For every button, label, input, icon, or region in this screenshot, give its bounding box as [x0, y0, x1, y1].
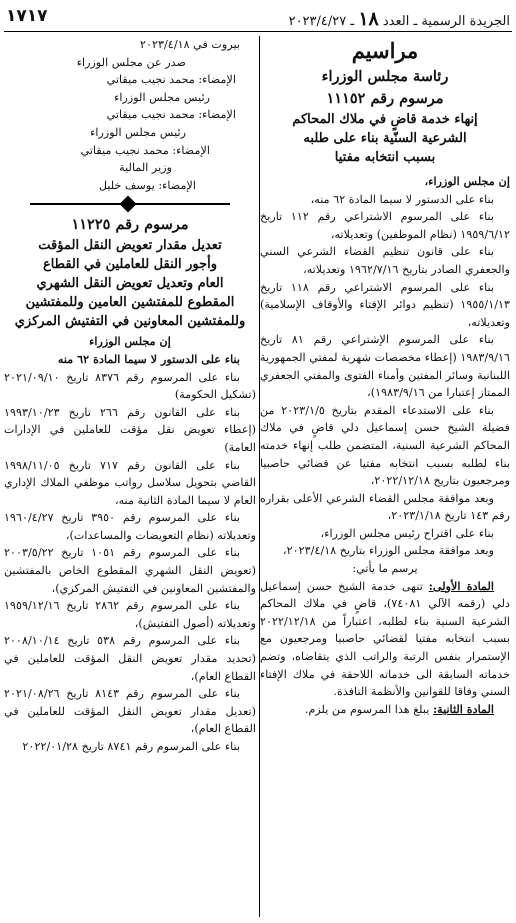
legal-basis: بناء على الاستدعاء المقدم بتاريخ ٢٠٢٣/١/٥ من فضيلة الشيخ حسن إسماعيل دلي قاضٍ في ملاك المحاكم الشرعية السنية، المتضمن طلب إنهاء خدمته بناء لطلبه بسبب انتخابه مفتيا عن قضائي حاصبيا ومرجعيون بتاريخ ٢٠٢٢/١٢/١٨،: [260, 403, 510, 488]
article-2-label: المادة الثانية:: [432, 701, 494, 716]
signature: الإمضاء: محمد نجيب ميقاتي: [80, 143, 210, 157]
decree-intro: إن مجلس الوزراء،: [424, 174, 510, 188]
signature: الإمضاء: محمد نجيب ميقاتي: [106, 73, 236, 87]
decree-number: مرسوم رقم ١١١٥٢: [326, 90, 444, 107]
legal-basis: بناء على القانون رقم ٢٦٦ تاريخ ١٩٩٣/١٠/٢٣ (إعطاء تعويض نقل مؤقت للعاملين في الإدارات العامة): [4, 405, 256, 454]
legal-basis: بناء على المرسوم رقم ٨١٤٣ تاريخ ٢٠٢١/٠٨/٢٦ (تعديل مقدار تعويض النقل المؤقت للعاملين في القطاع العام)،: [4, 687, 256, 736]
legal-basis: بناء على اقتراح رئيس مجلس الوزراء،: [320, 526, 494, 540]
decree-subject-line: تعديل مقدار تعويض النقل المؤقت: [38, 238, 222, 254]
signature: الإمضاء: يوسف خليل: [98, 178, 196, 192]
legal-basis: وبعد موافقة مجلس الوزراء بتاريخ ٢٠٢٣/٤/١٨،: [283, 544, 494, 558]
legal-basis: بناء على المرسوم رقم ١٠٥١ تاريخ ٢٠٠٣/٥/٢٢ (تعويض النقل الشهري المقطوع الخاص بالمفتشين والمفتشين المعاونين في التفتيش المركزي)،: [4, 546, 256, 595]
header-rule: [4, 31, 512, 32]
legal-basis: بناء على الدستور لا سيما المادة ٦٢ منه: [57, 351, 240, 366]
article-2-text: يبلغ هذا المرسوم من يلزم.: [304, 702, 433, 716]
left-column: [4, 36, 256, 917]
section-separator: [30, 200, 230, 208]
decree-subject-line: إنهاء خدمة قاضٍ في ملاك المحاكم: [292, 112, 478, 127]
article-1-label: المادة الأولى:: [428, 578, 495, 593]
legal-basis: وبعد موافقة مجلس القضاء الشرعي الأعلى بقراره رقم ١٤٣ تاريخ ٢٠٢٣/١/١٨،: [260, 491, 510, 523]
decree-subject-line: وأجور النقل للعاملين في القطاع: [42, 257, 218, 273]
signature: الإمضاء: محمد نجيب ميقاتي: [106, 108, 236, 122]
decree-subject-line: الشرعية السنّية بناء على طلبه: [303, 131, 467, 146]
legal-basis: بناء على المرسوم رقم ٨٧٤١ تاريخ ٢٠٢٢/٠١/٢٨: [22, 740, 240, 753]
legal-basis: بناء على المرسوم رقم ٣٩٥٠ تاريخ ١٩٦٠/٤/٢٧ وتعديلاته (نظام التعويضات والمساعدات)،: [4, 511, 256, 542]
decree-subject-line: المقطوع للمفتشين العامين وللمفتشين: [25, 295, 235, 311]
place-date: بيروت في ٢٠٢٣/٤/١٨: [140, 38, 240, 51]
decree-number: مرسوم رقم ١١٢٢٥: [71, 216, 189, 234]
signatory-title: رئيس مجلس الوزراء: [114, 90, 210, 104]
section-title: مراسيم: [351, 38, 419, 63]
legal-basis: بناء على المرسوم رقم ٨٣٧٦ تاريخ ٢٠٢١/٠٩/١٠ (تشكيل الحكومة): [4, 370, 256, 402]
journal-issue-line: [289, 8, 510, 30]
legal-basis: بناء على المرسوم رقم ٥٣٨ تاريخ ٢٠٠٨/١٠/١٤ (تحديد مقدار تعويض النقل المؤقت للعاملين في القطاع العام)،: [4, 634, 256, 683]
signatory-title: وزير المالية: [119, 161, 172, 175]
decree-intro: إن مجلس الوزراء: [89, 334, 171, 349]
legal-basis: بناء على المرسوم الاشتراعي رقم ١١٢ تاريخ ١٩٥٩/٦/١٢ (نظام الموظفين) وتعديلاته،: [260, 210, 510, 241]
journal-name: الجريدة الرسمية ـ العدد: [382, 14, 510, 29]
article-2: [260, 701, 510, 719]
issued-by: صدر عن مجلس الوزراء: [76, 55, 186, 69]
decree-subject-line: بسبب انتخابه مفتيا: [334, 150, 436, 165]
decrees-line: يرسم ما يأتي:: [352, 562, 418, 576]
decree-subject-line: العام وتعديل تعويض النقل الشهري: [36, 276, 224, 292]
article-1-text: تنهى خدمة الشيخ حسن إسماعيل دلي (رقمه الآلي ٧٤٠٨١)، قاضٍ في ملاك المحاكم الشرعية السنية بناء لطلبه، اعتباراً من ٢٠٢٢/١٢/١٨ بسبب انتخابه مفتيا لقضائي حاصبيا ومرجعيون مع الإستمرار بنفس الرتبة والراتب الذي يتقاضاه، وتضم خدماته السابقة الى خدماته اللاحقة في ملاك الإفتاء السني وفاقا للقوانين والأنظمة النافذة.: [260, 579, 511, 699]
signatory-title: رئيس مجلس الوزراء: [90, 125, 186, 139]
article-1: [260, 578, 510, 701]
page-header: [4, 4, 510, 30]
presidency-title: رئاسة مجلس الوزراء: [321, 68, 449, 85]
legal-basis: بناء على المرسوم الإشتراعي رقم ٨١ تاريخ ١٩٨٣/٩/١٦ (إعطاء مخصصات شهرية لمفتي الجمهورية اللبنانية وسائر المفتين وأمناء الفتوى والمفتي الجعفري الممتاز إعتبارا من ١٩٨٣/٩/١٦)،: [260, 333, 510, 400]
issue-number: ١٨: [358, 8, 379, 30]
legal-basis: بناء على المرسوم رقم ٢٨٦٢ تاريخ ١٩٥٩/١٢/١٦ وتعديلاته (أصول التفتيش)،: [4, 599, 256, 630]
legal-basis: بناء على قانون تنظيم القضاء الشرعي السني والجعفري الصادر بتاريخ ١٩٦٢/٧/١٦ وتعديلاته،: [260, 245, 510, 276]
right-column: [260, 36, 510, 917]
decree-subject-line: وللمفتشين المعاونين في التفتيش المركزي: [14, 314, 246, 330]
legal-basis: بناء على القانون رقم ٧١٧ تاريخ ١٩٩٨/١١/٠٥ القاضي بتحويل سلاسل رواتب موظفي الملاك الإداري العام لا سيما المادة الثانية منه،: [4, 458, 256, 507]
legal-basis: بناء على المرسوم الاشتراعي رقم ١١٨ تاريخ ١٩٥٥/١/١٣ (تنظيم دوائر الإفتاء والأوقاف الإسلامية) وتعديلاته،: [260, 280, 510, 329]
legal-basis: بناء على الدستور لا سيما المادة ٦٢ منه،: [310, 192, 494, 206]
page-number: ١٧١٧: [6, 6, 48, 26]
issue-date: ـ ٢٠٢٣/٤/٢٧: [288, 14, 355, 29]
